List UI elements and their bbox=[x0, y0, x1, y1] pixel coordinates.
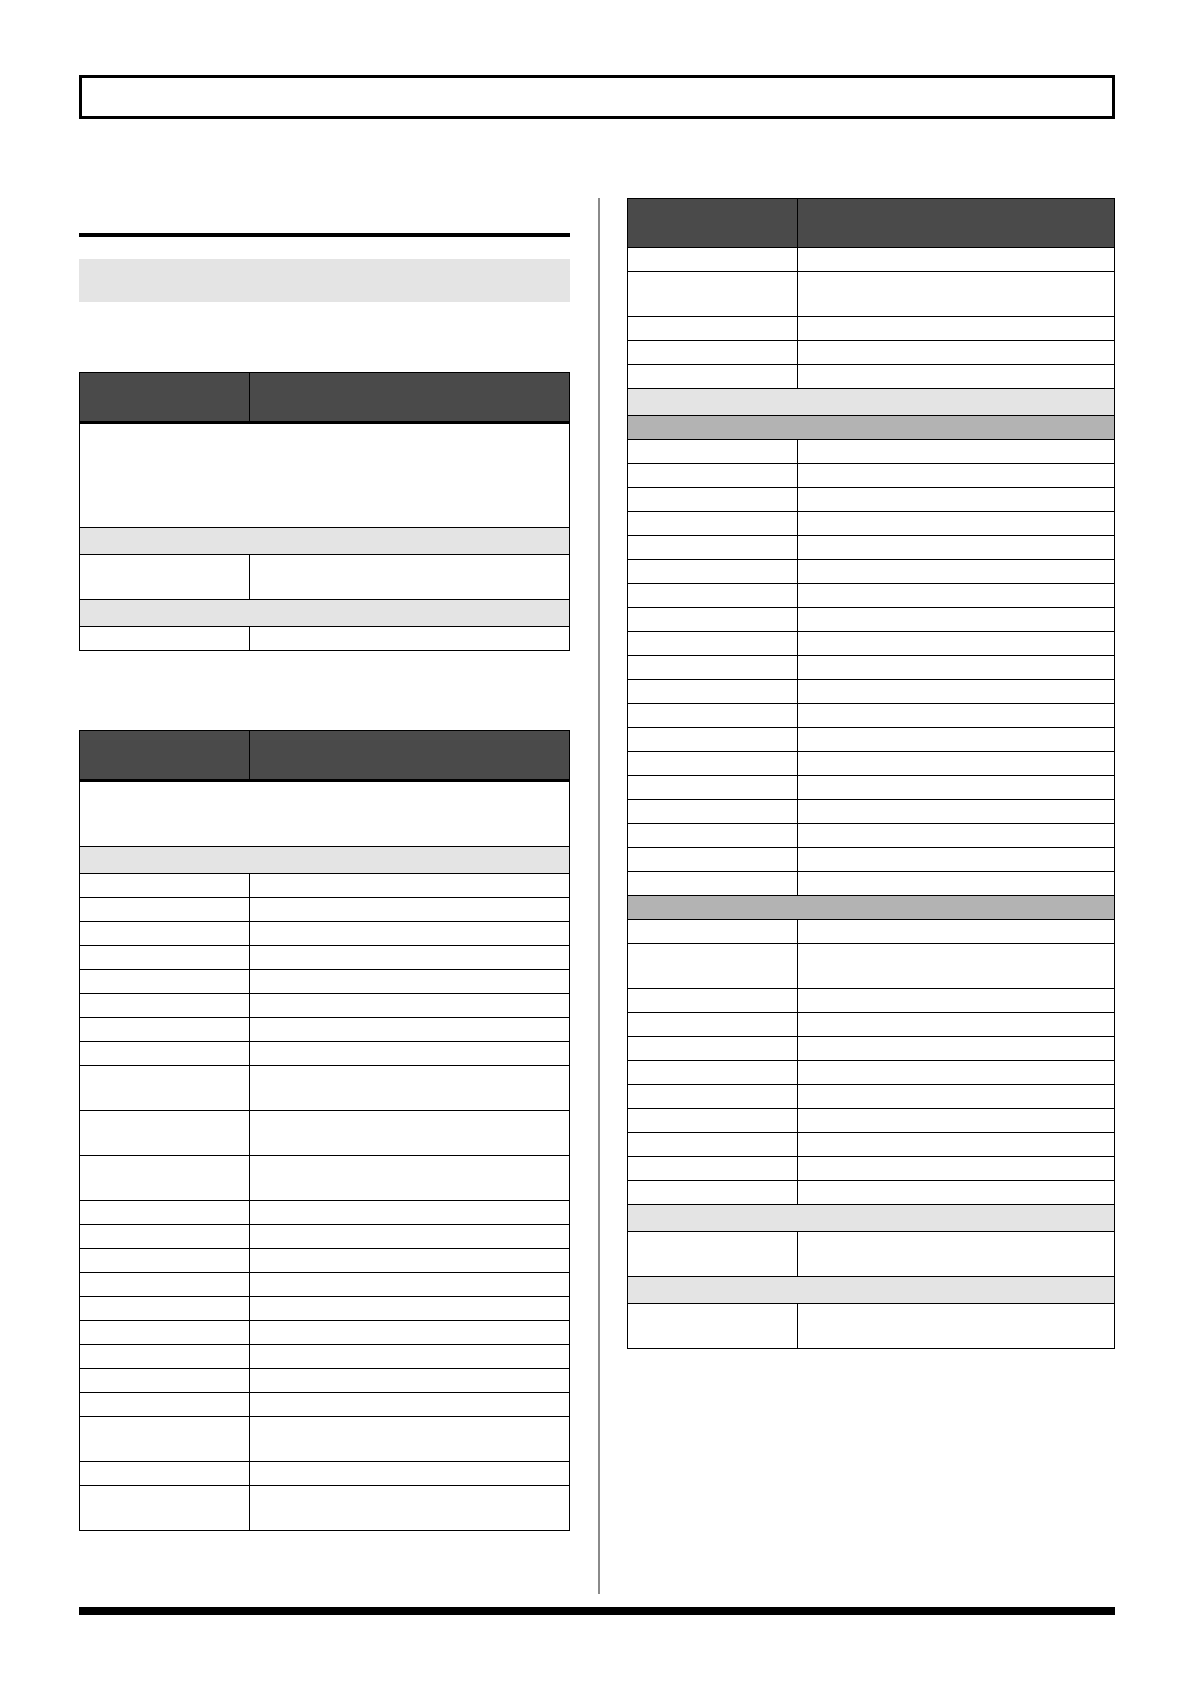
table-row bbox=[628, 752, 1115, 776]
table-header-cell bbox=[80, 373, 250, 423]
table-row bbox=[628, 1133, 1115, 1157]
table-cell bbox=[250, 1393, 570, 1417]
table-row bbox=[80, 1417, 570, 1462]
table-row bbox=[80, 898, 570, 922]
table-cell bbox=[798, 272, 1115, 317]
table-row bbox=[80, 946, 570, 970]
table-cell bbox=[628, 584, 798, 608]
table-cell bbox=[628, 464, 798, 488]
table-row bbox=[80, 1393, 570, 1417]
table-cell bbox=[628, 680, 798, 704]
table-header-cell bbox=[628, 199, 798, 248]
table-cell bbox=[628, 656, 798, 680]
table-row bbox=[628, 317, 1115, 341]
table-cell bbox=[798, 1181, 1115, 1205]
table-cell bbox=[80, 1042, 250, 1066]
table-cell bbox=[628, 776, 798, 800]
table-row bbox=[628, 1085, 1115, 1109]
table-cell bbox=[628, 1181, 798, 1205]
table-cell bbox=[80, 1156, 250, 1201]
table-cell bbox=[250, 1111, 570, 1156]
table-group-row bbox=[80, 600, 570, 627]
footer-rule bbox=[79, 1607, 1115, 1615]
table-header-row bbox=[80, 731, 570, 781]
table-cell bbox=[798, 584, 1115, 608]
table-row bbox=[628, 512, 1115, 536]
table-cell bbox=[250, 1486, 570, 1531]
table-cell bbox=[798, 1232, 1115, 1277]
table-cell bbox=[250, 1066, 570, 1111]
table-cell bbox=[628, 752, 798, 776]
table-row bbox=[628, 440, 1115, 464]
table-cell bbox=[250, 1042, 570, 1066]
table-cell bbox=[798, 440, 1115, 464]
table-row bbox=[628, 944, 1115, 989]
table-cell bbox=[798, 341, 1115, 365]
table-header-row bbox=[628, 199, 1115, 248]
table-section-row bbox=[628, 389, 1115, 416]
table-cell bbox=[798, 848, 1115, 872]
table-cell bbox=[628, 608, 798, 632]
table-cell bbox=[628, 1037, 798, 1061]
table-cell bbox=[798, 1157, 1115, 1181]
table-group-label bbox=[80, 600, 570, 627]
table-row bbox=[80, 1345, 570, 1369]
table-cell bbox=[80, 922, 250, 946]
table-cell bbox=[80, 1417, 250, 1462]
table-cell bbox=[628, 341, 798, 365]
table-row bbox=[628, 656, 1115, 680]
table-row bbox=[80, 994, 570, 1018]
table-row bbox=[80, 1273, 570, 1297]
table-row bbox=[628, 365, 1115, 389]
table-row bbox=[80, 1018, 570, 1042]
table-note bbox=[80, 781, 570, 847]
table-section-label bbox=[628, 389, 1115, 416]
table-cell bbox=[628, 704, 798, 728]
table-row bbox=[80, 627, 570, 651]
table-row bbox=[628, 1304, 1115, 1349]
table-cell bbox=[798, 920, 1115, 944]
table-cell bbox=[250, 1225, 570, 1249]
table-cell bbox=[80, 1249, 250, 1273]
table-cell bbox=[250, 922, 570, 946]
table-row bbox=[80, 555, 570, 600]
table-row bbox=[628, 1232, 1115, 1277]
table-cell bbox=[628, 272, 798, 317]
table-row bbox=[80, 1156, 570, 1201]
table-row bbox=[628, 272, 1115, 317]
table-cell bbox=[628, 1109, 798, 1133]
table-note bbox=[80, 423, 570, 528]
table-category-label bbox=[628, 416, 1115, 440]
table-cell bbox=[80, 1486, 250, 1531]
table-group-row bbox=[628, 1277, 1115, 1304]
table-cell bbox=[798, 656, 1115, 680]
table-row bbox=[80, 1111, 570, 1156]
table-cell bbox=[628, 488, 798, 512]
table-group-label bbox=[628, 1205, 1115, 1232]
table-row bbox=[628, 248, 1115, 272]
table-cell bbox=[250, 555, 570, 600]
table-cell bbox=[798, 989, 1115, 1013]
table-row bbox=[628, 824, 1115, 848]
table-cell bbox=[798, 1304, 1115, 1349]
table-cell bbox=[628, 728, 798, 752]
table-cell bbox=[80, 994, 250, 1018]
table-row bbox=[628, 872, 1115, 896]
table-cell bbox=[80, 1297, 250, 1321]
table-cell bbox=[250, 1273, 570, 1297]
table-row bbox=[628, 800, 1115, 824]
table-row bbox=[80, 1297, 570, 1321]
table-row bbox=[80, 970, 570, 994]
table-cell bbox=[628, 944, 798, 989]
table-row bbox=[80, 1321, 570, 1345]
parameter-table-2 bbox=[79, 730, 570, 1531]
table-cell bbox=[798, 1013, 1115, 1037]
table-row bbox=[628, 848, 1115, 872]
table-cell bbox=[628, 1304, 798, 1349]
table-row bbox=[628, 680, 1115, 704]
table-row bbox=[628, 1157, 1115, 1181]
table-row bbox=[80, 922, 570, 946]
table-row bbox=[628, 464, 1115, 488]
table-cell bbox=[798, 1037, 1115, 1061]
table-cell bbox=[798, 632, 1115, 656]
table-cell bbox=[250, 1018, 570, 1042]
table-cell bbox=[250, 1249, 570, 1273]
table-cell bbox=[798, 1061, 1115, 1085]
table-cell bbox=[250, 874, 570, 898]
table-row bbox=[80, 1042, 570, 1066]
table-cell bbox=[80, 555, 250, 600]
table-cell bbox=[798, 464, 1115, 488]
table-cell bbox=[798, 1085, 1115, 1109]
table-row bbox=[628, 1181, 1115, 1205]
table-cell bbox=[628, 560, 798, 584]
table-row bbox=[628, 1013, 1115, 1037]
table-group-row bbox=[80, 847, 570, 874]
table-cell bbox=[628, 536, 798, 560]
table-row bbox=[628, 632, 1115, 656]
table-note-row bbox=[80, 781, 570, 847]
table-cell bbox=[250, 1345, 570, 1369]
table-cell bbox=[80, 1201, 250, 1225]
table-row bbox=[628, 728, 1115, 752]
table-category-row bbox=[628, 416, 1115, 440]
table-group-row bbox=[628, 1205, 1115, 1232]
table-row bbox=[628, 584, 1115, 608]
table-row bbox=[628, 989, 1115, 1013]
table-cell bbox=[628, 920, 798, 944]
column-divider bbox=[598, 198, 600, 1594]
parameter-table-1 bbox=[79, 372, 570, 651]
table-row bbox=[628, 488, 1115, 512]
table-row bbox=[628, 1109, 1115, 1133]
table-cell bbox=[798, 317, 1115, 341]
table-row bbox=[628, 608, 1115, 632]
section-rule bbox=[79, 233, 570, 237]
table-cell bbox=[250, 994, 570, 1018]
table-cell bbox=[250, 1369, 570, 1393]
table-group-label bbox=[80, 847, 570, 874]
table-header-cell bbox=[250, 373, 570, 423]
table-header-cell bbox=[80, 731, 250, 781]
table-cell bbox=[250, 627, 570, 651]
table-cell bbox=[798, 704, 1115, 728]
table-cell bbox=[628, 1133, 798, 1157]
table-row bbox=[80, 1066, 570, 1111]
section-title-band bbox=[79, 259, 570, 302]
table-cell bbox=[628, 1232, 798, 1277]
table-cell bbox=[80, 1393, 250, 1417]
table-row bbox=[80, 874, 570, 898]
table-cell bbox=[798, 776, 1115, 800]
table-cell bbox=[628, 248, 798, 272]
table-cell bbox=[628, 1085, 798, 1109]
table-cell bbox=[80, 874, 250, 898]
table-group-row bbox=[80, 528, 570, 555]
table-cell bbox=[798, 512, 1115, 536]
table-category-row bbox=[628, 896, 1115, 920]
table-row bbox=[628, 920, 1115, 944]
table-cell bbox=[798, 488, 1115, 512]
table-cell bbox=[628, 824, 798, 848]
table-cell bbox=[628, 512, 798, 536]
table-row bbox=[628, 341, 1115, 365]
table-cell bbox=[798, 800, 1115, 824]
table-cell bbox=[798, 824, 1115, 848]
table-row bbox=[628, 704, 1115, 728]
table-cell bbox=[250, 946, 570, 970]
table-cell bbox=[250, 1156, 570, 1201]
table-cell bbox=[80, 970, 250, 994]
table-cell bbox=[798, 680, 1115, 704]
table-cell bbox=[250, 1321, 570, 1345]
table-category-label bbox=[628, 896, 1115, 920]
table-cell bbox=[798, 248, 1115, 272]
table-cell bbox=[628, 1013, 798, 1037]
table-cell bbox=[798, 752, 1115, 776]
table-cell bbox=[80, 1225, 250, 1249]
table-row bbox=[80, 1225, 570, 1249]
table-cell bbox=[80, 1273, 250, 1297]
table-row bbox=[80, 1462, 570, 1486]
table-cell bbox=[250, 1417, 570, 1462]
table-header-row bbox=[80, 373, 570, 423]
table-cell bbox=[80, 1321, 250, 1345]
table-cell bbox=[798, 560, 1115, 584]
table-cell bbox=[628, 989, 798, 1013]
table-header-cell bbox=[250, 731, 570, 781]
table-cell bbox=[80, 1111, 250, 1156]
table-row bbox=[628, 560, 1115, 584]
table-cell bbox=[798, 1109, 1115, 1133]
table-cell bbox=[80, 1018, 250, 1042]
table-row bbox=[80, 1201, 570, 1225]
table-cell bbox=[628, 632, 798, 656]
table-row bbox=[628, 536, 1115, 560]
table-cell bbox=[628, 1061, 798, 1085]
table-cell bbox=[798, 365, 1115, 389]
table-cell bbox=[628, 1157, 798, 1181]
table-cell bbox=[250, 970, 570, 994]
table-cell bbox=[798, 1133, 1115, 1157]
table-cell bbox=[80, 1345, 250, 1369]
table-cell bbox=[80, 1066, 250, 1111]
table-cell bbox=[628, 365, 798, 389]
table-cell bbox=[80, 898, 250, 922]
table-cell bbox=[250, 1201, 570, 1225]
table-header-cell bbox=[798, 199, 1115, 248]
table-cell bbox=[798, 872, 1115, 896]
table-cell bbox=[798, 536, 1115, 560]
table-cell bbox=[628, 317, 798, 341]
table-row bbox=[80, 1369, 570, 1393]
table-cell bbox=[628, 872, 798, 896]
table-cell bbox=[798, 944, 1115, 989]
table-cell bbox=[798, 608, 1115, 632]
table-cell bbox=[80, 1369, 250, 1393]
parameter-table-3 bbox=[627, 198, 1115, 1349]
table-row bbox=[628, 776, 1115, 800]
table-cell bbox=[628, 848, 798, 872]
page-header-box bbox=[79, 75, 1115, 119]
table-row bbox=[628, 1037, 1115, 1061]
table-row bbox=[80, 1249, 570, 1273]
table-cell bbox=[80, 627, 250, 651]
table-group-label bbox=[628, 1277, 1115, 1304]
table-row bbox=[80, 1486, 570, 1531]
table-cell bbox=[798, 728, 1115, 752]
table-cell bbox=[250, 1297, 570, 1321]
table-row bbox=[628, 1061, 1115, 1085]
table-cell bbox=[628, 440, 798, 464]
table-note-row bbox=[80, 423, 570, 528]
table-cell bbox=[80, 946, 250, 970]
table-cell bbox=[80, 1462, 250, 1486]
table-cell bbox=[250, 1462, 570, 1486]
table-group-label bbox=[80, 528, 570, 555]
table-cell bbox=[250, 898, 570, 922]
table-cell bbox=[628, 800, 798, 824]
